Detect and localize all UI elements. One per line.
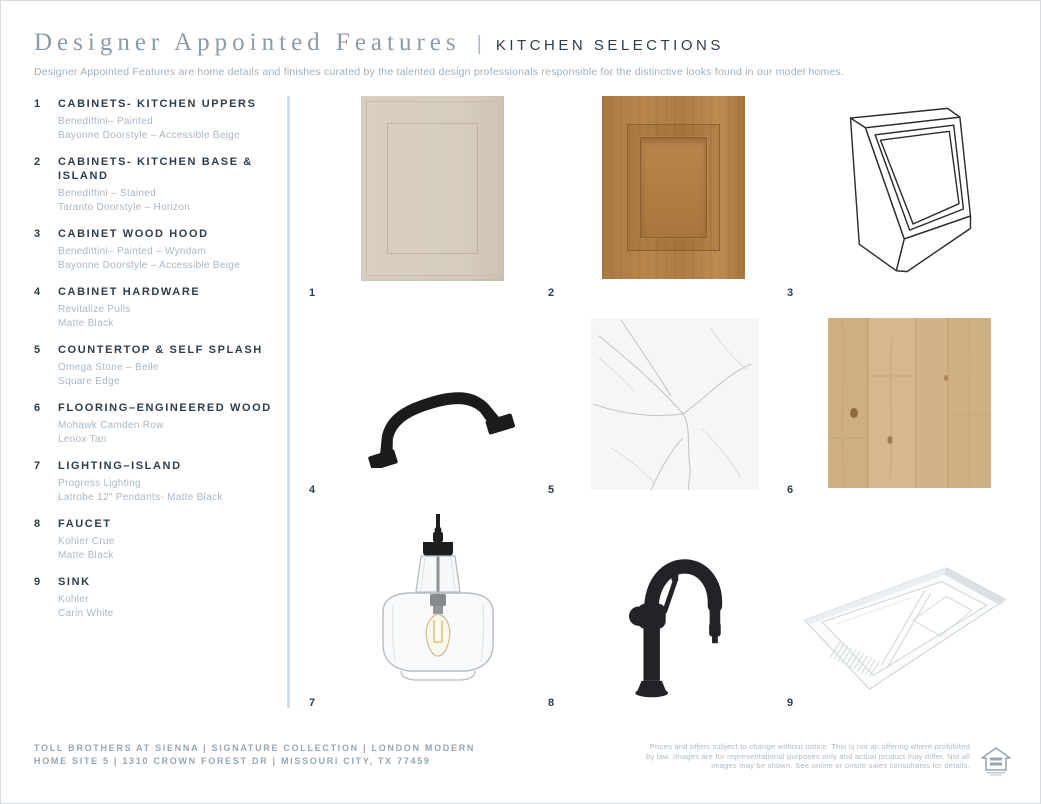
item-title: FAUCET: [58, 518, 112, 530]
item-number: 8: [34, 518, 41, 530]
vertical-divider: [287, 96, 290, 708]
footer-project-line: TOLL BROTHERS AT SIENNA | SIGNATURE COLLECTION | LONDON MODERN: [34, 743, 476, 753]
gallery-number: 1: [309, 287, 316, 299]
selection-item-4: [34, 285, 284, 330]
title-row: [34, 29, 1010, 57]
item-number: 4: [34, 286, 41, 298]
gallery-number: 3: [787, 287, 794, 299]
gallery-item-5: [542, 318, 782, 498]
item-number: 6: [34, 402, 41, 414]
item-detail: Bayonne Doorstyle – Accessible Beige: [58, 259, 241, 271]
gallery-item-9: [781, 511, 1021, 711]
gallery-item-4: [303, 318, 543, 498]
item-detail: Latrobe 12" Pendants- Matte Black: [58, 491, 223, 503]
gallery-number: 2: [548, 287, 555, 299]
countertop-sample-image: [591, 318, 759, 490]
item-title: COUNTERTOP & SELF SPLASH: [58, 344, 263, 356]
painted-cabinet-door-image: [361, 96, 504, 281]
item-detail: Taranto Doorstyle – Horizon: [58, 201, 191, 213]
selections-list: [34, 97, 284, 633]
gallery-item-6: [781, 318, 1021, 498]
gallery-number: 6: [787, 484, 794, 496]
gallery-item-2: [542, 96, 782, 301]
sink-image: [796, 559, 1014, 695]
item-detail: Matte Black: [58, 317, 114, 329]
item-detail: Bayonne Doorstyle – Accessible Beige: [58, 129, 241, 141]
footer-disclaimer: [640, 742, 970, 771]
footer-project-info: [34, 742, 475, 768]
gallery-item-8: [542, 511, 782, 711]
page-description: Designer Appointed Features are home details and finishes curated by the talented design professionals responsible for the distinctive looks found in our model homes.: [34, 66, 845, 78]
gallery-number: 9: [787, 697, 794, 709]
item-detail: Omega Stone – Belle: [58, 362, 159, 373]
item-detail: Benedittini – Stained: [58, 188, 157, 199]
selection-item-5: [34, 343, 284, 388]
item-detail: Matte Black: [58, 549, 114, 561]
selection-item-9: [34, 575, 284, 620]
gallery-item-7: [303, 511, 543, 711]
item-number: 1: [34, 98, 41, 110]
flooring-sample-image: [828, 318, 991, 488]
faucet-image: [601, 511, 741, 703]
section-title: KITCHEN SELECTIONS: [495, 37, 724, 54]
item-number: 2: [34, 156, 41, 168]
item-title: LIGHTING–ISLAND: [58, 460, 182, 472]
item-title: SINK: [58, 576, 91, 588]
cabinet-pull-image: [341, 358, 526, 468]
item-title: CABINETS- KITCHEN UPPERS: [58, 98, 257, 110]
item-number: 3: [34, 228, 41, 240]
selection-item-1: [34, 97, 284, 142]
item-detail: Square Edge: [58, 375, 120, 387]
gallery-number: 8: [548, 697, 555, 709]
item-detail: Carin White: [58, 607, 114, 619]
item-number: 5: [34, 344, 41, 356]
item-number: 9: [34, 576, 41, 588]
gallery-number: 7: [309, 697, 316, 709]
footer-address-line: HOME SITE 5 | 1310 CROWN FOREST DR | MISSOURI CITY, TX 77459: [34, 756, 431, 766]
selection-item-7: [34, 459, 284, 504]
item-detail: Lenox Tan: [58, 433, 107, 445]
item-title: CABINETS- KITCHEN BASE & ISLAND: [58, 156, 253, 182]
selection-item-8: [34, 517, 284, 562]
item-detail: Benedittini– Painted: [58, 116, 153, 127]
item-title: CABINET WOOD HOOD: [58, 228, 209, 240]
disclaimer-text: Prices and offers subject to change without notice. This is not an offering where prohibited by law. Images are for representational purposes only and actual product may differ. Not all images may be shown. See online or onsite sales consultants for details.: [646, 742, 970, 771]
item-title: CABINET HARDWARE: [58, 286, 201, 298]
item-detail: Benedittini– Painted – Wyndam: [58, 246, 207, 257]
item-title: FLOORING–ENGINEERED WOOD: [58, 402, 272, 414]
gallery-item-1: [303, 96, 543, 301]
item-detail: Kohler: [58, 594, 89, 605]
selection-item-3: [34, 227, 284, 272]
wood-hood-drawing: [824, 96, 974, 284]
page-title: Designer Appointed Features: [34, 29, 461, 56]
gallery-number: 4: [309, 484, 316, 496]
selection-item-2: [34, 155, 284, 214]
header: [34, 29, 1010, 78]
item-detail: Mohawk Camden Row: [58, 420, 164, 431]
selection-item-6: [34, 401, 284, 446]
gallery-number: 5: [548, 484, 555, 496]
item-detail: Progress Lighting: [58, 478, 141, 489]
item-detail: Kohler Crue: [58, 536, 115, 547]
item-number: 7: [34, 460, 41, 472]
stained-cabinet-door-image: [602, 96, 745, 279]
pendant-light-image: [363, 514, 513, 696]
item-detail: Revitalize Pulls: [58, 304, 131, 315]
title-separator: |: [476, 33, 482, 55]
gallery-item-3: [781, 96, 1021, 301]
equal-housing-icon: [980, 745, 1012, 777]
